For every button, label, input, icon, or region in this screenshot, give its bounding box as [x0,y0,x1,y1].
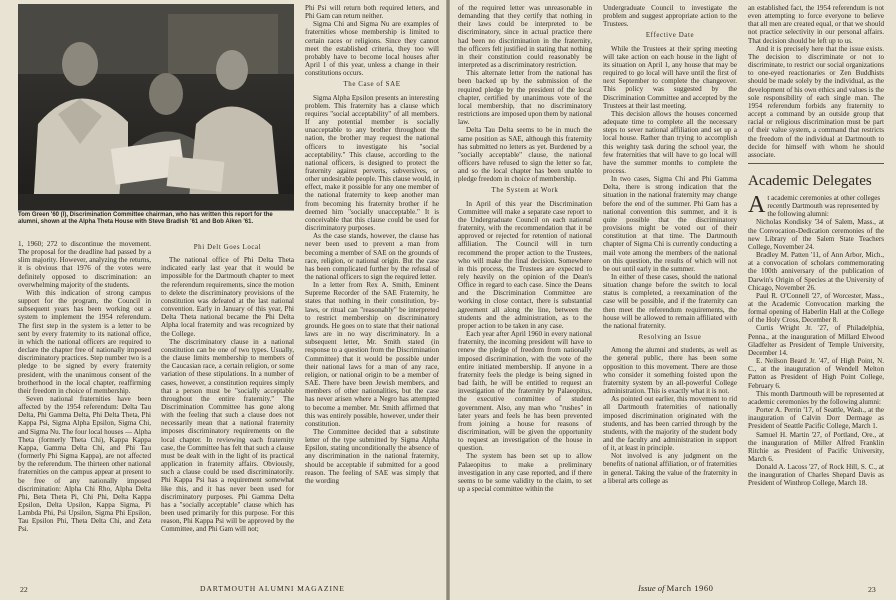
section-heading-sae: The Case of SAE [343,81,401,89]
page-number-right: 23 [868,585,876,594]
section-heading-phi-delt: Phi Delt Goes Local [193,244,262,251]
delegate-item: Curtis Wright Jr. '27, of Philadelphia, Penna., at the inauguration of Millard Elwood Gladfelter as President of Temple University, December 14. [748,324,884,357]
paragraph: In April of this year the Discrimination Committee will make a separate case report to the Undergraduate Council on each national fraternity, with the recommendation that it be approved or rejected for retention of national affiliation. The Council will in turn recommend the proper action to the Trustees, who will make the final decision. Somewhere in this process, the Trustees are expected to rely heavily on the opinion of the Dean's Office in regard to each case. Since the Deans and the Discrimination Committee are working in close contact, there is substantial agreement all along the line, between the students and the administration, as to the proper action to be taken in any case. [458,199,592,330]
paragraph: The discriminatory clause in a national constitution can be one of two types. Usually, the clause limits membership to members of the Caucasian race, a certain religion, or some variation of these stipulations. In a number of cases, however, a constitution requires simply that a person must be "socially acceptable throughout the entire fraternity." The Discrimination Committee has gone along with the feeling that such a clause does not necessarily mean that a national fraternity imposes discriminatory requirements on the local chapter. In reviewing each fraternity case, the Committee has felt that such a clause must be dealt with in the light of its practical application in fraternity affairs. Obviously, such a clause could be used discriminatorily. Phi Kappa Psi has a requirement somewhat like this, and it has never been used for discriminatory purposes. Phi Gamma Delta has a "socially acceptable" clause which has been used primarily for this purpose. For this reason, Phi Kappa Psi will be approved by the Committee, and Phi Gam will not; [161,337,294,534]
issue-date: March 1960 [666,583,714,593]
paragraph: Sigma Alpha Epsilon presents an interesting problem. This fraternity has a clause which requires "social acceptability" of all members. If any potential member is socially unacceptable to any brother throughout the nation, the brother may request the national officers to investigate his "social acceptability." This clause, according to the national officers, is designed to protect the fraternity against perverts, subversives, or other undesirable people. This clause would, in effect, make it possible for any one member of the national fraternity to keep another man from becoming his fraternity brother if he deemed him "socially unacceptable." It is conceivable that this clause could be used for discriminatory purposes. [305,93,439,233]
paragraph: As the case stands, however, the clause has never been used to prevent a man from becoming a member of SAE on the grounds of race, religion, or national origin. But the case has been complicated further by the refusal of the national officers to sign the required letter. [305,232,439,281]
paragraph: Among the alumni and students, as well as the general public, there has been some opposition to this movement. There are those who consider it something foisted upon the fraternity system by an all-powerful College administration. This is exactly what it is not. [603,346,737,396]
paragraph: The national office of Phi Delta Theta indicated early last year that it would be impossible for the Dartmouth chapter to meet the referendum requirements, since the motion to delete the discriminatory provisions of the constitution was defeated at the last national convention. Early in January of this year, Phi Delta Theta national became the Phi Delta Alpha local fraternity and was recognized by the College. [161,256,294,338]
paragraph: 1, 1960; 272 to discontinue the movement. The proposal for the deadline had passed by a slim majority. However, analyzing the returns, it is obvious that 1976 of the votes were definitely opposed to discrimination: an overwhelming majority of the students. [18,240,151,289]
paragraph: Sigma Chi and Sigma Nu are examples of fraternities whose membership is limited to certain races or religions. Since they cannot meet the established criteria, they too will probably have to become local houses after April 1 of this year, unless a change in their constitutions occurs. [305,20,439,78]
paragraph: Each year after April 1960 in every national fraternity, the incoming president will have to renew the pledge of freedom from nationally imposed discrimination, with the vote of the entire initiated membership. If anyone in a fraternity feels the pledge is being signed in bad faith, he will be entitled to request an investigation of the fraternity by Palaeopitus, the executive committee of student government. Also, any man who "rushes" in later years and feels he has been prevented from joining a house for reasons of discrimination, will be given the opportunity to request an investigation of the house in question. [458,330,592,453]
left-col-1 [18,240,151,578]
page-number-left: 22 [20,585,28,594]
paragraph: In either of these cases, should the national situation change before the switch to local status is completed, a reexamination of the case will be possible, and if the fraternity can then meet the referendum requirements, the house will be allowed to remain affiliated with the national fraternity. [603,273,737,330]
photo-students [18,4,294,211]
paragraph: The Committee decided that a substitute letter of the type submitted by Sigma Alpha Epsilon, stating unconditionally the absence of any discrimination in the national fraternity, should be acceptable if submitted for a good reason. The feeling of SAE was simply that the wording [305,427,439,485]
right-page [450,0,896,600]
delegate-item: Bradley M. Patten '11, of Ann Arbor, Mich., at a convocation of scholars commemorating the 100th anniversary of the publication of Darwin's Origin of Species at the University of Chicago, November 26. [748,251,884,292]
paragraph: Undergraduate Council to investigate the problem and suggest appropriate action to the Trustees. [603,4,737,29]
paragraph: an established fact, the 1954 referendum is not even attempting to force everyone to believe that all men are created equal, or that we should not practice selectivity in our personal affairs. That decision should be left up to us. [748,4,884,45]
academic-intro [748,191,884,219]
delegate-item: Paul R. O'Connell '27, of Worcester, Mass., at the Academic Convocation marking the formal opening of Haberlin Hall at the College of the Holy Cross, December 8. [748,291,884,325]
photo-caption: Tom Green '60 (l), Discrimination Committee chairman, who has written this report for the alumni, shown at the Alpha Theta House with Steve Bradish '61 and Bob Aiken '61. [18,212,273,226]
delegate-item: Donald A. Lacoss '27, of Rock Hill, S. C., at the inauguration of Charles Shepard Davis as President of Winthrop College, March 18. [748,463,884,488]
left-col-2 [161,240,294,578]
issue-label: Issue of [638,583,665,593]
academic-delegates-title: Academic Delegates [748,172,872,189]
paragraph: In two cases, Sigma Chi and Phi Gamma Delta, there is strong indication that the situation in the national fraternity may change before the end of the summer. Phi Gam has a national convention this summer, and it is quite possible that the discriminatory provisions might be voted out of their constitution at that time. The Dartmouth chapter of Sigma Chi is currently conducting a mail vote among the members of the national on this question, the results of which will not be out until early in the summer. [603,175,737,273]
delegate-item: Nicholas Kondisky '34 of Salem, Mass., at the Convocation-Dedication ceremonies of the new Library of the Salem State Teachers College, November 24. [748,218,884,251]
divider [748,163,884,164]
delegate-item: Samuel H. Martin '27, of Portland, Ore., at the inauguration of Miller Alfred Franklin Ritchie as President of Pacific University, March 6. [748,430,884,463]
delegate-item: Porter A. Perrin '17, of Seattle, Wash., at the inauguration of Calvin Dorr Dermage as President of Seattle Pacific College, March 1. [748,406,884,431]
section-heading-resolving: Resolving an Issue [638,334,702,342]
right-col-3 [748,4,884,578]
paragraph: of the required letter was unreasonable in demanding that they certify that nothing in their laws could be interpreted to be discriminatory, since in actual practice there had been no discrimination in the fraternity, the officers felt justified in stating that nothing in their constitution could reasonably be interpreted as a discriminatory restriction. [458,4,592,70]
paragraph: The system has been set up to allow Palaeopitus to make a preliminary investigation in any case reported, and if there seems to be some validity to the claim, to set up a special committee within the [458,452,592,494]
right-col-2 [603,4,737,578]
left-page [0,0,446,600]
paragraph: Seven national fraternities have been affected by the 1954 referendum: Delta Tau Delta, Phi Gamma Delta, Phi Delta Theta, Phi Kappa Psi, Sigma Alpha Epsilon, Sigma Chi, and Sigma Nu. The four local houses — Alpha Theta (formerly Theta Chi), Kappa Kappa Kappa, Gamma Delta Chi, and Phi Tau (formerly Phi Sigma Kappa), are not affected by the referendum. The thirteen other national fraternities on the campus appear at present to be free of any nationally imposed discrimination: Alpha Chi Rho, Alpha Delta Phi, Beta Theta Pi, Chi Phi, Delta Kappa Epsilon, Delta Upsilon, Kappa Sigma, Pi Lambda Phi, Psi Upsilon, Sigma Phi Epsilon, Tau Epsilon Phi, Theta Delta Chi, and Zeta Psi. [18,394,151,534]
section-heading-effective-date: Effective Date [645,32,695,40]
drop-cap: A [748,191,766,218]
left-col-3 [305,4,439,578]
right-col-1 [458,4,592,578]
paragraph: Not involved is any judgment on the benefits of national affiliation, or of fraternities in general. Taking the value of the fraternity in a liberal arts college as [603,452,737,485]
issue-line [638,583,713,593]
paragraph: As pointed out earlier, this movement to rid all Dartmouth fraternities of nationally imposed discrimination originated with the students, and has been carried through by the students, with the majority of the student body and the faculty and administration in support of it, at least in principle. [603,395,737,453]
paragraph: Delta Tau Delta seems to be in much the same position as SAE, although this fraternity has submitted no letters as yet. Burdened by a "socially acceptable" clause, the national officers have refused to sign the letter so far, and so the local chapter has been unable to pledge freedom in choice of membership. [458,126,592,184]
paragraph: And it is precisely here that the issue exists. The decision to discriminate or not to discriminate, to restrict our social organizations to one-eyed reactionaries or Zen Buddhists should be made solely by the individual, as the development of his own ethics and values is the sole responsibility of each single man. The 1954 referendum forbids any fraternity to accept a command by an outside group that racial or religious discrimination must be part of their value system, a command that restricts the freedom of the individual at Dartmouth to decide for himself with whom he should associate. [748,44,884,159]
paragraph: Phi Psi will return both required letters, and Phi Gam can return neither. [305,4,439,21]
paragraph: In a letter from Rex A. Smith, Eminent Supreme Recorder of the SAE Fraternity, he states that nothing in their constitution, by-laws, or ritual can "reasonably" be interpreted to restrict membership on discriminatory grounds. He goes on to state that their national laws are in no way discriminatory. In a subsequent letter, Mr. Smith stated (in response to a question from the Discrimination Committee) that it would be possible under their national laws for a man of any race, religion, or national origin to be a member of SAE. There have been Jewish members, and members of other nationalities, but the case has never arisen where a Negro has attempted to become a member. Mr. Smith affirmed that this was entirely possible, however, under their constitution. [305,281,439,428]
paragraph: While the Trustees at their spring meeting will take action on each house in the light of its situation on April 1, any house that may be required to go local will have until the first of next September to complete the changeover. This policy was suggested by the Discrimination Committee and accepted by the Trustees at their last meeting. [603,44,737,110]
delegate-item: This month Dartmouth will be represented at academic ceremonies by the following alumni: [748,389,884,406]
photo-image [18,4,294,210]
delegate-item: E. Neilson Beard Jr. '47, of High Point, N. C., at the inauguration of Wendell Melton Patton as President of High Point College, February 6. [748,357,884,390]
paragraph: This decision allows the houses concerned adequate time to complete all the necessary steps to sever national affiliation and set up a local house. Rather than trying to accomplish this weighty task during the school year, the few fraternities that will have to go local will have the summer months to complete the process. [603,109,737,175]
academic-intro-text: t academic ceremonies at other colleges recently Dartmouth was represented by the following alumni: [767,193,881,219]
paragraph: This alternate letter from the national has been backed up by the submission of the required pledge by the president of the local chapter, certified by unanimous vote of the local membership, that no discriminatory restrictions are imposed upon them by national law. [458,69,592,127]
magazine-name: DARTMOUTH ALUMNI MAGAZINE [200,584,345,593]
paragraph: With this indication of strong campus support for the program, the Council in subsequent years has been working out a system to implement the 1954 referendum. The first step in the system is a letter to be sent by every fraternity to its national office, in which the national officers are required to declare the chapter free of nationally imposed discriminatory practices. Step number two is a pledge to be signed by every fraternity president, with the unanimous consent of the brotherhood in the local chapter, reaffirming their freedom in choice of membership. [18,288,151,395]
section-heading-system: The System at Work [491,187,559,195]
